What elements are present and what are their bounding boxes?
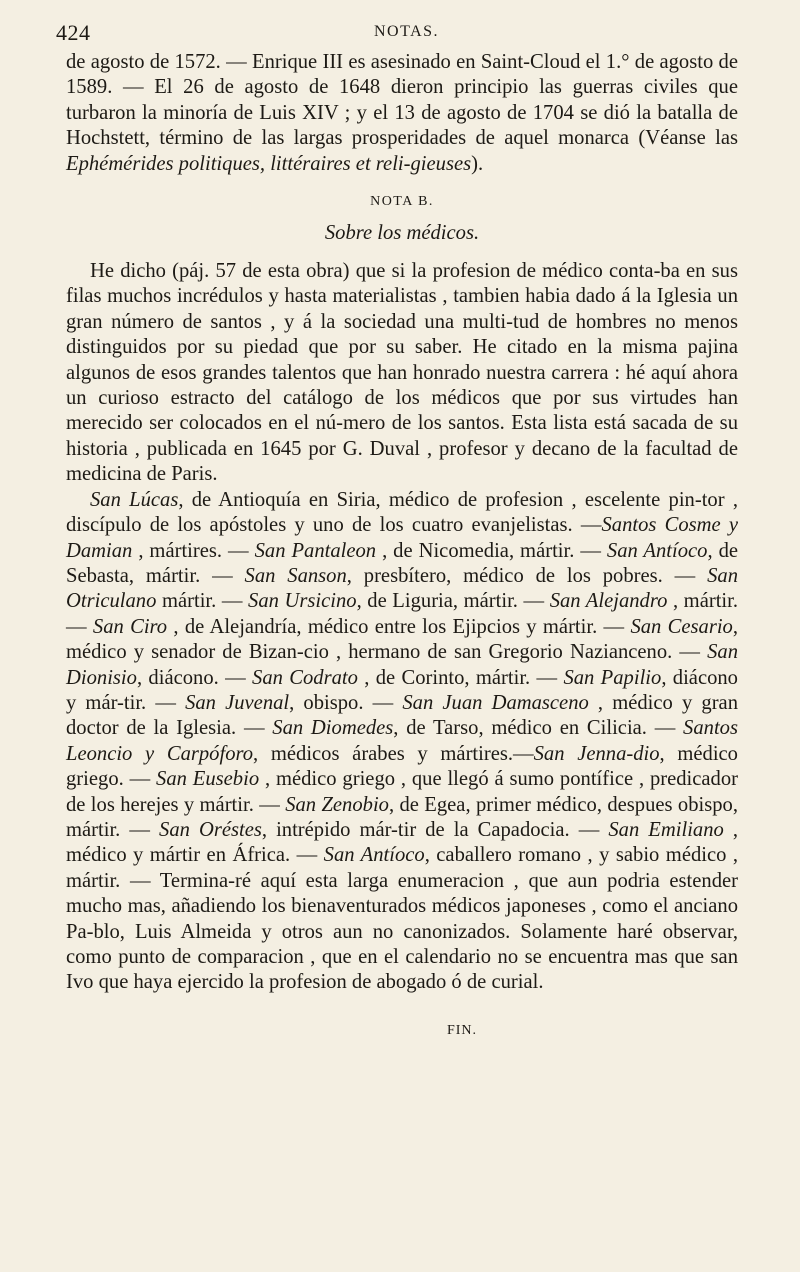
saint-name: San Dionisio: [66, 641, 738, 689]
saint-name: San Sanson: [244, 564, 347, 587]
saint-name: San Juvenal: [185, 691, 290, 714]
saint-name: Santos Cosme y Damian: [66, 514, 739, 562]
saint-name: San Diomedes: [272, 717, 394, 740]
intro-italic-title: Ephémérides politiques, littéraires et reli-gieuses: [66, 152, 472, 175]
saint-description: , diácono. —: [136, 666, 253, 689]
saint-description: , de Nicomedia, mártir. —: [376, 539, 607, 562]
saint-description: , mártir. —: [66, 590, 739, 638]
saint-description: , de Alejandría, médico entre los Ejipcios y mártir. —: [167, 615, 631, 638]
saint-description: , médico griego , que llegó á sumo pontífice , predicador de los herejes y mártir. —: [66, 768, 738, 816]
saint-name: San Ursicino: [248, 590, 357, 613]
end-mark: FIN.: [446, 1022, 478, 1038]
saint-name: San Cesario: [630, 615, 733, 638]
saint-description: , diácono y már-tir. —: [66, 666, 738, 714]
saint-description: , médico y gran doctor de la Iglesia. —: [66, 691, 738, 740]
saint-name: San Jenna-dio: [533, 742, 660, 765]
saint-name: San Emiliano: [608, 818, 724, 841]
saint-name: San Antíoco: [323, 844, 425, 867]
saint-name: San Antíoco: [606, 539, 708, 562]
saint-description: , de Tarso, médico en Cilicia. —: [393, 717, 684, 740]
page-number: 424: [56, 20, 91, 45]
saint-description: , presbítero, médico de los pobres. —: [346, 564, 708, 587]
running-head: [56, 20, 738, 50]
saint-name: San Pantaleon: [254, 539, 377, 562]
section-title: Sobre los médicos.: [324, 222, 480, 245]
saint-description: , de Antioquía en Siria, médico de profesion , escelente pin-tor , discípulo de los apóstoles y uno de los cuatro evanjelistas. —: [66, 488, 738, 537]
saint-description: , de Sebasta, mártir. —: [66, 539, 739, 587]
saint-name: San Otriculano: [66, 564, 738, 613]
saint-name: Santos Leoncio y Carpóforo: [66, 717, 738, 765]
running-title: NOTAS.: [374, 23, 440, 40]
saint-name: San Juan Damasceno: [402, 691, 589, 714]
body-paragraph-1: He dicho (páj. 57 de esta obra) que si la profesion de médico conta-ba en sus filas muchos incrédulos y hasta materialistas , tambien habia dado á la Iglesia un gran número de santos , y á la sociedad una multi-tud de hombres no menos distinguidos por su piedad que por su saber. He citado en la misma pajina algunos de esos grandes talentos que han honrado nuestra carrera : hé aquí ahora un curioso estracto del catálogo de los médicos que por sus virtudes han merecido ser colocados en el nú-mero de los santos. Esta lista está sacada de su historia , publicada en 1645 por G. Duval , profesor y decano de la facultad de medicina de Paris.: [66, 260, 738, 486]
saint-name: San Papilio: [563, 666, 662, 689]
saint-description: mártir. —: [156, 590, 249, 613]
intro-end: ).: [471, 152, 484, 175]
saint-description: , de Egea, primer médico, despues obispo, mártir. —: [66, 793, 738, 841]
saint-name: San Eusebio: [156, 768, 260, 791]
saint-description: , médico y senador de Bizan-cio , hermano de san Gregorio Nazianceno. —: [66, 615, 739, 664]
saint-description: , médico y mártir en África. —: [66, 818, 738, 867]
saint-name: San Oréstes: [159, 818, 262, 841]
saint-name: San Ciro: [92, 615, 168, 638]
intro-text: de agosto de 1572. — Enrique III es asesinado en Saint-Cloud el 1.° de agosto de 1589. — El 26 de agosto de 1648 dieron principio las guerras civiles que turbaron la minoría de Luis XIV ; y el 13 de agosto de 1704 se dió la batalla de Hochstett, término de las largas prosperidades de aquel monarca (Véanse las: [66, 51, 738, 150]
saint-description: , de Liguria, mártir. —: [356, 590, 550, 613]
saint-description: , médicos árabes y mártires.—: [253, 742, 534, 765]
saint-description: , de Corinto, mártir. —: [357, 666, 564, 689]
saint-description: , obispo. —: [289, 691, 403, 714]
saint-description: , intrépido már-tir de la Capadocia. —: [261, 818, 609, 841]
saint-name: San Lúcas: [90, 488, 179, 511]
saint-name: San Zenobio: [285, 793, 389, 816]
section-label: NOTA B.: [370, 194, 434, 210]
saint-description: , caballero romano , y sabio médico , mártir. — Termina-ré aquí esta larga enumeracion , que aun podria estender mucho mas, añadiendo los bienaventurados médicos japoneses , como el anciano Pa-blo, Luis Almeida y otros aun no canonizados. Solamente haré observar, como punto de comparacion , que en el calendario no se encuentra mas que san Ivo que haya ejercido la profesion de abogado ó de curial.: [66, 844, 739, 994]
saint-name: San Codrato: [252, 666, 358, 689]
saint-description: , médico griego. —: [66, 742, 738, 791]
saint-name: San Alejandro: [549, 590, 668, 613]
intro-paragraph: [66, 50, 738, 177]
saints-paragraph: [66, 488, 738, 996]
saint-description: , mártires. —: [132, 539, 255, 562]
